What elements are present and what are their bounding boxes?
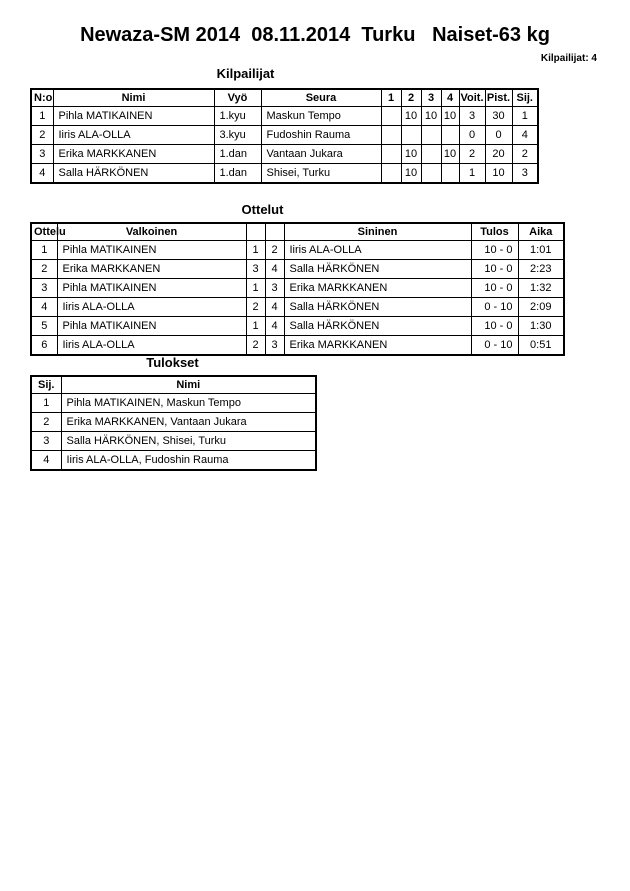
cell-voit: 2 — [459, 145, 485, 164]
table-row — [31, 279, 564, 298]
table-row — [31, 126, 538, 145]
cell-nimi: Pihla MATIKAINEN, Maskun Tempo — [61, 394, 316, 413]
cell-sij: 1 — [512, 107, 538, 126]
cell-no: 1 — [31, 107, 53, 126]
col-sij: Sij. — [31, 376, 61, 394]
cell-sij: 4 — [31, 451, 61, 471]
cell-nimi: Salla HÄRKÖNEN, Shisei, Turku — [61, 432, 316, 451]
cell-aika: 0:51 — [518, 336, 564, 356]
cell-score-1 — [381, 107, 401, 126]
col-seura: Seura — [261, 89, 381, 107]
cell-score-2: 10 — [401, 107, 421, 126]
cell-vyo: 1.dan — [214, 164, 261, 184]
cell-blue-no: 4 — [265, 317, 284, 336]
col-valkoinen: Valkoinen — [57, 223, 246, 241]
cell-nimi: Iiris ALA-OLLA — [53, 126, 214, 145]
cell-voit: 3 — [459, 107, 485, 126]
cell-aika: 2:09 — [518, 298, 564, 317]
cell-blue-no: 3 — [265, 336, 284, 356]
kilpailijat-header-row — [31, 89, 538, 107]
cell-seura: Maskun Tempo — [261, 107, 381, 126]
table-row — [31, 451, 316, 471]
cell-tulos: 10 - 0 — [471, 241, 518, 260]
cell-match-no: 1 — [31, 241, 57, 260]
cell-pist: 10 — [485, 164, 512, 184]
col-no: N:o — [31, 89, 53, 107]
cell-score-4 — [441, 126, 459, 145]
kilpailijat-table — [30, 88, 539, 184]
cell-aika: 1:32 — [518, 279, 564, 298]
cell-seura: Vantaan Jukara — [261, 145, 381, 164]
col-tulos: Tulos — [471, 223, 518, 241]
cell-blue-no: 4 — [265, 260, 284, 279]
cell-score-4: 10 — [441, 145, 459, 164]
table-row — [31, 145, 538, 164]
col-nimi: Nimi — [53, 89, 214, 107]
cell-score-1 — [381, 126, 401, 145]
cell-sij: 1 — [31, 394, 61, 413]
cell-voit: 1 — [459, 164, 485, 184]
cell-white-name: Pihla MATIKAINEN — [57, 241, 246, 260]
cell-white-name: Erika MARKKANEN — [57, 260, 246, 279]
table-row — [31, 107, 538, 126]
cell-score-3: 10 — [421, 107, 441, 126]
cell-sij: 2 — [31, 413, 61, 432]
cell-score-2: 10 — [401, 164, 421, 184]
cell-vyo: 1.dan — [214, 145, 261, 164]
col-3: 3 — [421, 89, 441, 107]
cell-sij: 3 — [512, 164, 538, 184]
section-title-ottelut: Ottelut — [241, 202, 284, 217]
cell-match-no: 6 — [31, 336, 57, 356]
cell-no: 3 — [31, 145, 53, 164]
cell-blue-no: 3 — [265, 279, 284, 298]
cell-seura: Shisei, Turku — [261, 164, 381, 184]
cell-aika: 1:30 — [518, 317, 564, 336]
cell-vyo: 3.kyu — [214, 126, 261, 145]
col-pist: Pist. — [485, 89, 512, 107]
col-white-no — [246, 223, 265, 241]
cell-score-1 — [381, 164, 401, 184]
cell-white-name: Iiris ALA-OLLA — [57, 336, 246, 356]
cell-tulos: 0 - 10 — [471, 298, 518, 317]
cell-aika: 2:23 — [518, 260, 564, 279]
col-vyo: Vyö — [214, 89, 261, 107]
cell-nimi: Pihla MATIKAINEN — [53, 107, 214, 126]
cell-blue-no: 4 — [265, 298, 284, 317]
cell-aika: 1:01 — [518, 241, 564, 260]
cell-blue-name: Erika MARKKANEN — [284, 279, 471, 298]
cell-tulos: 0 - 10 — [471, 336, 518, 356]
cell-white-no: 1 — [246, 279, 265, 298]
cell-white-name: Pihla MATIKAINEN — [57, 317, 246, 336]
cell-sij: 2 — [512, 145, 538, 164]
col-4: 4 — [441, 89, 459, 107]
cell-match-no: 3 — [31, 279, 57, 298]
cell-score-2 — [401, 126, 421, 145]
cell-score-2: 10 — [401, 145, 421, 164]
cell-blue-name: Salla HÄRKÖNEN — [284, 317, 471, 336]
cell-white-name: Pihla MATIKAINEN — [57, 279, 246, 298]
cell-vyo: 1.kyu — [214, 107, 261, 126]
col-sij: Sij. — [512, 89, 538, 107]
col-aika: Aika — [518, 223, 564, 241]
ottelut-table — [30, 222, 565, 356]
cell-score-4 — [441, 164, 459, 184]
cell-score-3 — [421, 164, 441, 184]
tulokset-table — [30, 375, 317, 471]
cell-tulos: 10 - 0 — [471, 260, 518, 279]
cell-white-no: 1 — [246, 241, 265, 260]
cell-nimi: Salla HÄRKÖNEN — [53, 164, 214, 184]
cell-blue-name: Salla HÄRKÖNEN — [284, 298, 471, 317]
cell-blue-name: Iiris ALA-OLLA — [284, 241, 471, 260]
col-blue-no — [265, 223, 284, 241]
competitors-count: Kilpailijat: 4 — [540, 53, 597, 64]
col-1: 1 — [381, 89, 401, 107]
cell-nimi: Iiris ALA-OLLA, Fudoshin Rauma — [61, 451, 316, 471]
table-row — [31, 260, 564, 279]
table-row — [31, 413, 316, 432]
cell-nimi: Erika MARKKANEN — [53, 145, 214, 164]
section-title-kilpailijat: Kilpailijat — [216, 66, 275, 81]
cell-white-no: 2 — [246, 298, 265, 317]
ottelut-header-row — [31, 223, 564, 241]
cell-nimi: Erika MARKKANEN, Vantaan Jukara — [61, 413, 316, 432]
cell-tulos: 10 - 0 — [471, 279, 518, 298]
table-row — [31, 298, 564, 317]
col-2: 2 — [401, 89, 421, 107]
col-nimi: Nimi — [61, 376, 316, 394]
cell-match-no: 2 — [31, 260, 57, 279]
cell-no: 4 — [31, 164, 53, 184]
cell-pist: 20 — [485, 145, 512, 164]
section-title-tulokset: Tulokset — [146, 355, 199, 370]
cell-blue-no: 2 — [265, 241, 284, 260]
cell-blue-name: Erika MARKKANEN — [284, 336, 471, 356]
cell-score-3 — [421, 145, 441, 164]
cell-white-no: 2 — [246, 336, 265, 356]
cell-tulos: 10 - 0 — [471, 317, 518, 336]
cell-score-1 — [381, 145, 401, 164]
cell-sij: 3 — [31, 432, 61, 451]
cell-no: 2 — [31, 126, 53, 145]
table-row — [31, 394, 316, 413]
col-voit: Voit. — [459, 89, 485, 107]
cell-score-3 — [421, 126, 441, 145]
table-row — [31, 336, 564, 356]
cell-pist: 0 — [485, 126, 512, 145]
table-row — [31, 317, 564, 336]
cell-match-no: 5 — [31, 317, 57, 336]
table-row — [31, 241, 564, 260]
cell-white-no: 1 — [246, 317, 265, 336]
cell-pist: 30 — [485, 107, 512, 126]
cell-white-name: Iiris ALA-OLLA — [57, 298, 246, 317]
cell-match-no: 4 — [31, 298, 57, 317]
col-sininen: Sininen — [284, 223, 471, 241]
table-row — [31, 432, 316, 451]
table-row — [31, 164, 538, 184]
cell-white-no: 3 — [246, 260, 265, 279]
cell-score-4: 10 — [441, 107, 459, 126]
cell-seura: Fudoshin Rauma — [261, 126, 381, 145]
cell-sij: 4 — [512, 126, 538, 145]
cell-blue-name: Salla HÄRKÖNEN — [284, 260, 471, 279]
tulokset-header-row — [31, 376, 316, 394]
cell-voit: 0 — [459, 126, 485, 145]
page-title: Newaza-SM 2014 08.11.2014 Turku Naiset-63 kg — [80, 24, 550, 46]
col-ottelu: Ottelu — [31, 223, 57, 241]
